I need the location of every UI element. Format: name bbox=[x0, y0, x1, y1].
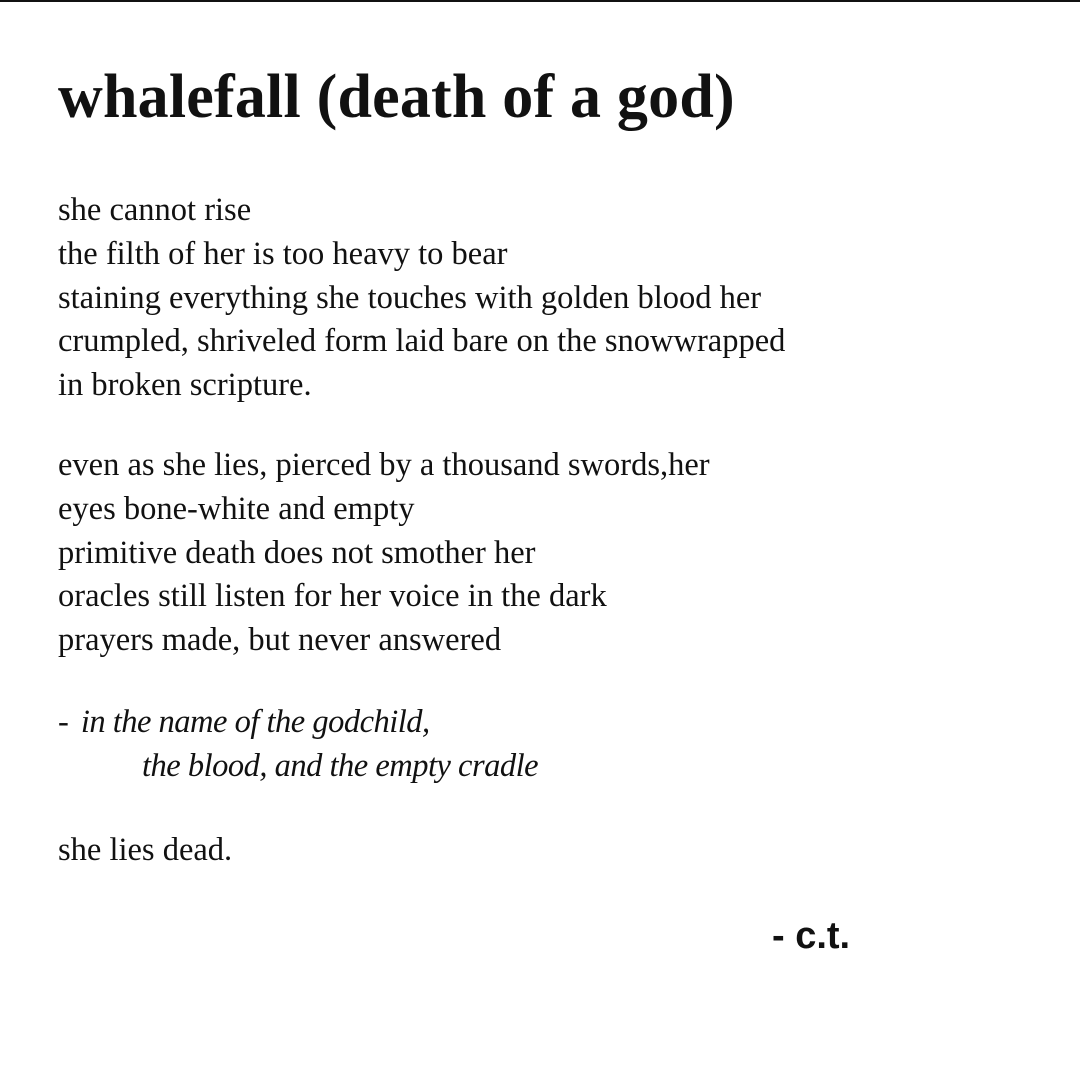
dedication-line-2: the blood, and the empty cradle bbox=[142, 748, 539, 785]
author-signature: - c.t. bbox=[772, 915, 851, 957]
stanza-1 bbox=[58, 189, 1018, 407]
top-border-rule bbox=[0, 0, 1080, 2]
poem-line: in broken scripture. bbox=[58, 366, 312, 403]
poem-line: primitive death does not smother her bbox=[58, 534, 536, 571]
poem-line: prayers made, but never answered bbox=[58, 621, 502, 658]
dedication-line-1 bbox=[58, 700, 1018, 744]
poem-line: eyes bone-white and empty bbox=[58, 490, 415, 527]
stanza-2 bbox=[58, 444, 1018, 662]
poem-line: staining everything she touches with golden blood her bbox=[58, 279, 762, 316]
dedication-dash: - bbox=[58, 704, 69, 741]
poem-line: even as she lies, pierced by a thousand swords,her bbox=[58, 447, 710, 484]
poem-page bbox=[58, 60, 1018, 905]
closing-line: she lies dead. bbox=[58, 832, 233, 869]
dedication bbox=[58, 700, 1018, 788]
poem-line: oracles still listen for her voice in the dark bbox=[58, 578, 607, 615]
dedication-text-1: in the name of the godchild, bbox=[80, 704, 430, 741]
poem-line: crumpled, shriveled form laid bare on the snowwrapped bbox=[58, 323, 786, 360]
poem-line: she cannot rise bbox=[58, 192, 252, 229]
poem-line: the filth of her is too heavy to bear bbox=[58, 235, 508, 272]
poem-title: whalefall (death of a god) bbox=[58, 63, 735, 131]
